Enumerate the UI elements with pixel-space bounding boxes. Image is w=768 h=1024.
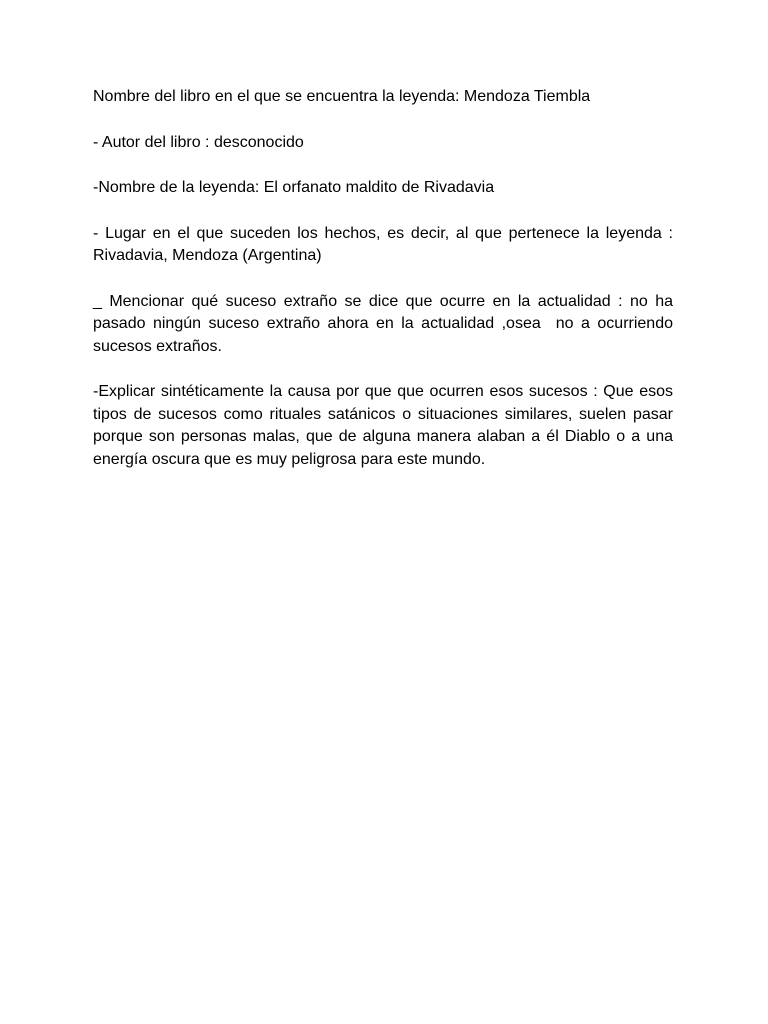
book-author-line: - Autor del libro : desconocido xyxy=(93,133,304,151)
strange-event-paragraph: _ Mencionar qué suceso extraño se dice que ocurre en la actualidad : no ha pasado ningún suceso extraño ahora en la actualidad ,osea no a ocurriendo sucesos extraños. xyxy=(93,292,678,355)
legend-name-line: -Nombre de la leyenda: El orfanato maldito de Rivadavia xyxy=(93,179,495,196)
cause-explanation-paragraph: -Explicar sintéticamente la causa por que que ocurren esos sucesos : Que esos tipos de sucesos como rituales satánicos o situaciones similares, suelen pasar porque son personas malas, que de alguna manera alaban a él Diablo o a una energía oscura que es muy peligrosa para este mundo. xyxy=(93,383,678,468)
document-body xyxy=(93,86,678,494)
book-name-line: Nombre del libro en el que se encuentra la leyenda: Mendoza Tiembla xyxy=(93,88,591,105)
legend-place-paragraph: - Lugar en el que suceden los hechos, es decir, al que pertenece la leyenda : Rivadavia, Mendoza (Argentina) xyxy=(93,224,678,264)
